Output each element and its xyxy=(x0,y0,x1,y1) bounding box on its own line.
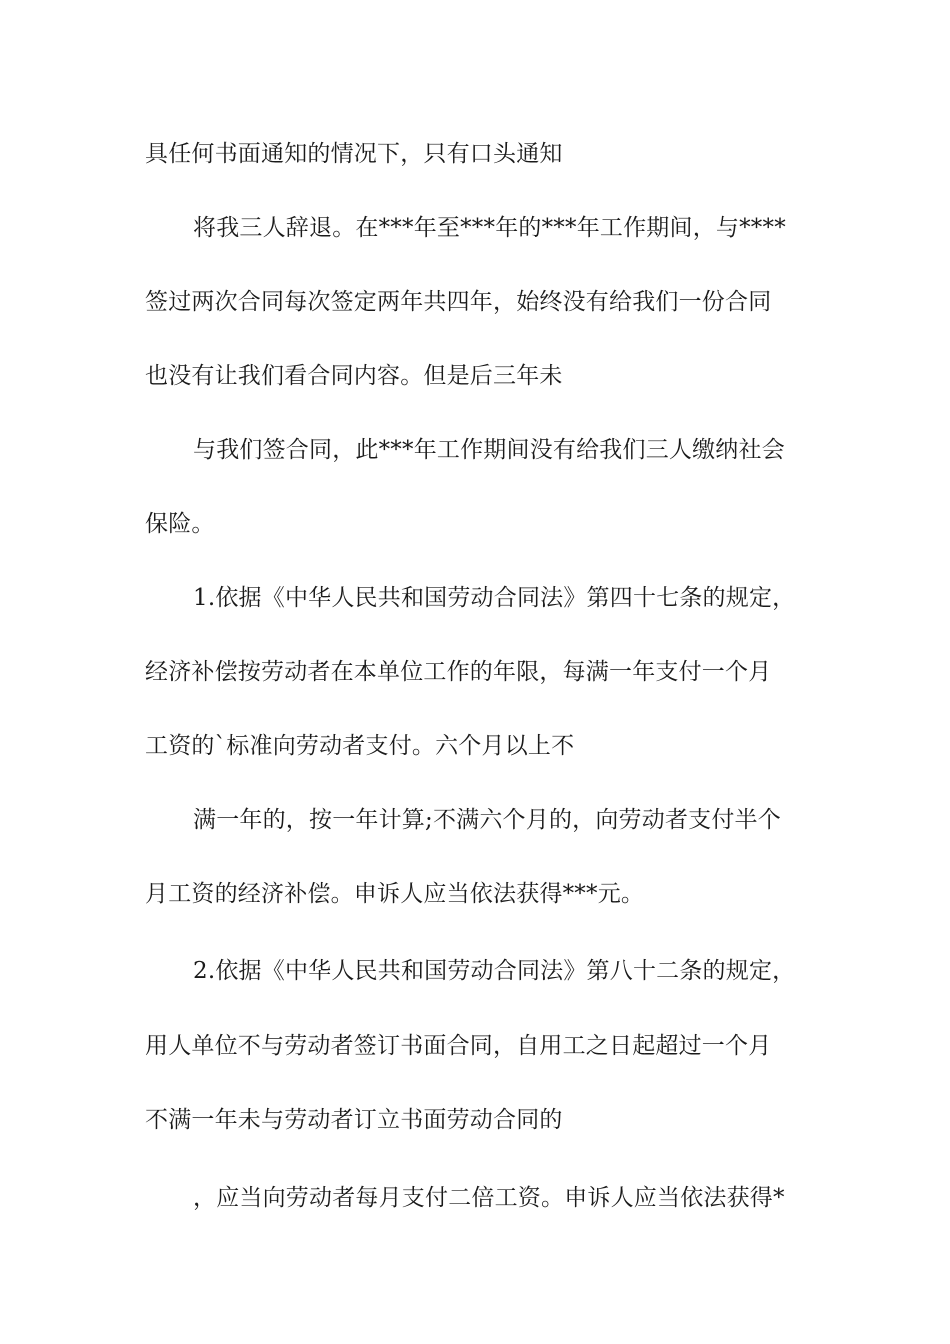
text-line-1: 具任何书面通知的情况下，只有口头通知 xyxy=(145,141,563,167)
text-line-3: 签过两次合同每次签定两年共四年，始终没有给我们一份合同 xyxy=(145,289,772,315)
text-line-5: 与我们签合同，此***年工作期间没有给我们三人缴纳社会 xyxy=(193,437,785,463)
text-line-15: ，应当向劳动者每月支付二倍工资。申诉人应当依法获得* xyxy=(193,1185,785,1211)
text-line-7: 1.依据《中华人民共和国劳动合同法》第四十七条的规定， xyxy=(193,585,796,611)
text-line-8: 经济补偿按劳动者在本单位工作的年限，每满一年支付一个月 xyxy=(145,659,772,685)
text-line-6: 保险。 xyxy=(145,511,215,537)
text-line-13: 用人单位不与劳动者签订书面合同，自用工之日起超过一个月 xyxy=(145,1033,772,1059)
text-line-9: 工资的`标准向劳动者支付。六个月以上不 xyxy=(145,733,575,759)
text-line-11: 月工资的经济补偿。申诉人应当依法获得***元。 xyxy=(145,881,645,907)
text-line-4: 也没有让我们看合同内容。但是后三年未 xyxy=(145,363,563,389)
text-line-12: 2.依据《中华人民共和国劳动合同法》第八十二条的规定， xyxy=(193,958,796,984)
text-line-2: 将我三人辞退。在***年至***年的***年工作期间，与**** xyxy=(193,215,786,241)
text-line-10: 满一年的，按一年计算;不满六个月的，向劳动者支付半个 xyxy=(193,807,781,833)
text-line-14: 不满一年未与劳动者订立书面劳动合同的 xyxy=(145,1107,563,1133)
